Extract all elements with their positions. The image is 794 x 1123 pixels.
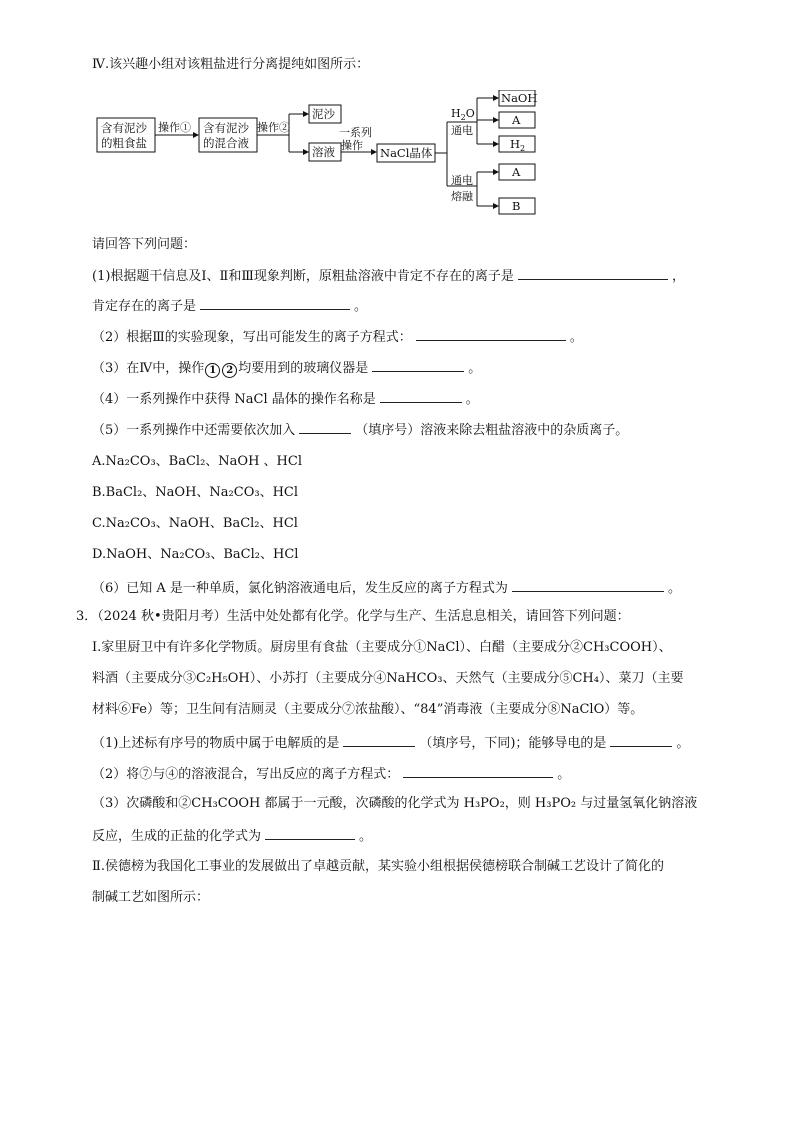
box2-text-line2: 的混合液 [203,136,249,150]
operation-2-label: 操作② [257,121,290,134]
question-1-line-1 [92,266,685,286]
q3-end: 。 [468,361,482,376]
p3-q3-text: 反应，生成的正盐的化学式为 [92,829,262,844]
option-b: B.BaCl₂、NaOH、Na₂CO₃、HCl [92,485,299,500]
electrify-label-2: 通电 [451,174,473,187]
option-c: C.Na₂CO₃、NaOH、BaCl₂、HCl [92,516,298,531]
p3-q1-answer-blank-1[interactable] [343,733,415,747]
product-a-label-2: A [512,165,521,179]
question-5 [92,420,628,440]
problem-3-section-1-line-3: 材料⑥Fe）等；卫生间有洁厕灵（主要成分⑦浓盐酸）、“84”消毒液（主要成分⑧NaClO）等。 [92,702,644,717]
circled-2: 2 [222,363,237,378]
problem-3-section-2-line-2: 制碱工艺如图所示： [92,890,210,905]
problem-3-question-2 [92,764,570,784]
p3-q3-answer-blank[interactable] [265,826,355,840]
section-4-title: Ⅳ.该兴趣小组对该粗盐进行分离提纯如图所示： [92,57,370,72]
problem-3-section-1-line-1: Ⅰ.家里厨卫中有许多化学物质。厨房里有食盐（主要成分①NaCl）、白醋（主要成分②CH₃COOH）、 [92,640,672,655]
box1-text-line2: 的粗食盐 [101,136,147,150]
q6-answer-blank[interactable] [512,578,664,592]
q5-answer-blank[interactable] [299,420,351,434]
problem-3-section-1-line-2: 料酒（主要成分③C₂H₅OH）、小苏打（主要成分④NaHCO₃、天然气（主要成分⑤CH₄）、菜刀（主要 [92,671,684,686]
circled-1: 1 [205,363,220,378]
molten-label: 熔融 [451,190,473,203]
p3-q1-end: 。 [676,736,690,751]
q1-answer-blank-2[interactable] [200,296,350,310]
q6-text: （6）已知 A 是一种单质，氯化钠溶液通电后，发生反应的离子方程式为 [92,581,508,596]
box1-text-line1: 含有泥沙 [101,121,147,135]
naoh-label: NaOH [501,91,538,105]
series-ops-line1: 一系列 [339,126,372,139]
box2-text-line1: 含有泥沙 [203,121,249,135]
purification-flow-diagram [95,90,555,220]
q6-end: 。 [667,581,681,596]
p3-q2-answer-blank[interactable] [403,764,553,778]
sand-label: 泥沙 [312,107,335,121]
q4-answer-blank[interactable] [380,389,462,403]
q3-text-a: （3）在Ⅳ中，操作 [92,361,205,376]
q1-text: (1)根据题干信息及Ⅰ、Ⅱ和Ⅲ现象判断，原粗盐溶液中肯定不存在的离子是 [92,269,514,284]
question-6 [92,578,681,598]
q3-text-b: 均要用到的玻璃仪器是 [238,361,369,376]
answer-prompt: 请回答下列问题： [92,237,197,252]
q2-end: 。 [569,330,583,345]
product-b-label: B [512,199,521,213]
p3-q2-end: 。 [557,767,571,782]
h2-label: $H_2$ [510,137,526,153]
solution-label: 溶液 [312,145,335,159]
q1-end: ， [671,269,685,284]
q1-part2-end: 。 [354,299,368,314]
p3-q1-text-a: （1)上述标有序号的物质中属于电解质的是 [92,736,340,751]
question-4 [92,389,479,409]
p3-q1-text-b: （填序号，下同)；能够导电的是 [419,736,607,751]
option-a: A.Na₂CO₃、BaCl₂、NaOH 、HCl [92,454,302,469]
q3-answer-blank[interactable] [372,358,464,372]
p3-q2-text: （2）将⑦与④的溶液混合，写出反应的离子方程式： [92,767,400,782]
q4-end: 。 [465,392,479,407]
nacl-crystal-label: NaCl晶体 [380,146,433,160]
series-ops-line2: 操作 [341,139,363,152]
question-2 [92,327,583,347]
operation-1-label: 操作① [158,121,191,134]
q1-part2-text: 肯定存在的离子是 [92,299,197,314]
question-1-line-2 [92,296,367,316]
problem-3-question-3-line-1: （3）次磷酸和②CH₃COOH 都属于一元酸，次磷酸的化学式为 H₃PO₂，则 H₃PO₂ 与过量氢氧化钠溶液 [92,796,698,811]
problem-3-question-3-line-2 [92,826,372,846]
q2-answer-blank[interactable] [416,327,566,341]
q1-answer-blank-1[interactable] [518,266,668,280]
problem-3-section-2-line-1: Ⅱ.侯德榜为我国化工事业的发展做出了卓越贡献，某实验小组根据侯德榜联合制碱工艺设计了简化的 [92,859,664,874]
option-d: D.NaOH、Na₂CO₃、BaCl₂、HCl [92,547,299,562]
question-3 [92,358,481,378]
electrify-label-1: 通电 [451,124,473,137]
q5-text-b: （填序号）溶液来除去粗盐溶液中的杂质离子。 [355,423,629,438]
q4-text: （4）一系列操作中获得 NaCl 晶体的操作名称是 [92,392,376,407]
product-a-label-1: A [512,113,521,127]
q5-text-a: （5）一系列操作中还需要依次加入 [92,423,296,438]
h2o-label: $H_2O$ [451,107,475,122]
problem-3-question-1 [92,733,689,753]
p3-q3-end: 。 [359,829,373,844]
problem-3-header: 3．（2024 秋•贵阳月考）生活中处处都有化学。化学与生产、生活息息相关，请回答下列问题： [76,609,630,624]
p3-q1-answer-blank-2[interactable] [610,733,672,747]
q2-text: （2）根据Ⅲ的实验现象，写出可能发生的离子方程式： [92,330,412,345]
